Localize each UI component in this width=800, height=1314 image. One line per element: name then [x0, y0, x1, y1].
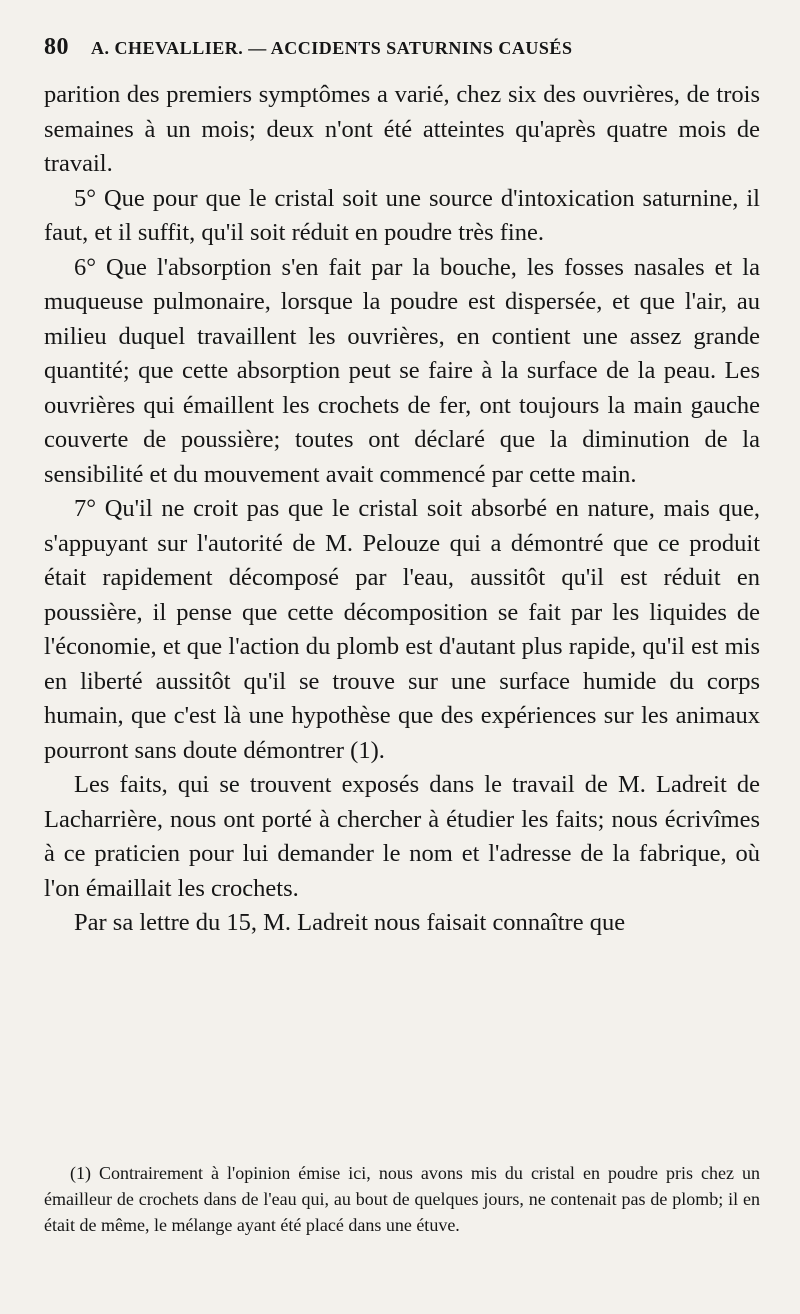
- running-header: [44, 34, 760, 78]
- paragraph-continuation: parition des premiers symptômes a varié, chez six des ouvrières, de trois semaines à un mois; deux n'ont été atteintes qu'après quatre mois de travail.: [44, 81, 760, 177]
- footnote-1: (1) Contrairement à l'opinion émise ici, nous avons mis du cristal en poudre pris chez un émailleur de crochets dans de l'eau qui, au bout de quelques jours, ne contenait pas de plomb; il en était de même, le mélange ayant été placé dans une étuve.: [44, 1163, 760, 1235]
- paragraph-point-6: 6° Que l'absorption s'en fait par la bouche, les fosses nasales et la muqueuse pulmonaire, lorsque la poudre est dispersée, et que l'air, au milieu duquel travaillent les ouvrières, en contient une assez grande quantité; que cette absorption peut se faire à la surface de la peau. Les ouvrières qui émaillent les crochets de fer, ont toujours la main gauche couverte de poussière; toutes ont déclaré que la diminution de la sensibilité et du mouvement avait commencé par cette main.: [44, 253, 760, 488]
- footnotes: [44, 1160, 760, 1238]
- body-text: [44, 78, 760, 941]
- paragraph-point-7: 7° Qu'il ne croit pas que le cristal soit absorbé en nature, mais que, s'appuyant sur l'autorité de M. Pelouze qui a démontré que ce produit était rapidement décomposé par l'eau, aussitôt qu'il est réduit en poussière, il pense que cette décomposition se fait par les liquides de l'économie, et que l'action du plomb est d'autant plus rapide, qu'il est mis en liberté aussitôt qu'il se trouve sur une surface humide du corps humain, que c'est là une hypothèse que des expériences sur les animaux pourront sans doute démontrer (1).: [44, 495, 760, 764]
- page-number: 80: [44, 34, 69, 60]
- paragraph-lettre: Par sa lettre du 15, M. Ladreit nous faisait connaître que: [74, 909, 626, 936]
- paragraph-point-5: 5° Que pour que le cristal soit une source d'intoxication saturnine, il faut, et il suffit, qu'il soit réduit en poudre très fine.: [44, 184, 760, 246]
- paragraph-faits: Les faits, qui se trouvent exposés dans le travail de M. Ladreit de Lacharrière, nous ont porté à chercher à étudier les faits; nous écrivîmes à ce praticien pour lui demander le nom et l'adresse de la fabrique, où l'on émaillait les crochets.: [44, 771, 760, 902]
- running-title: A. CHEVALLIER. — ACCIDENTS SATURNINS CAUSÉS: [91, 38, 573, 58]
